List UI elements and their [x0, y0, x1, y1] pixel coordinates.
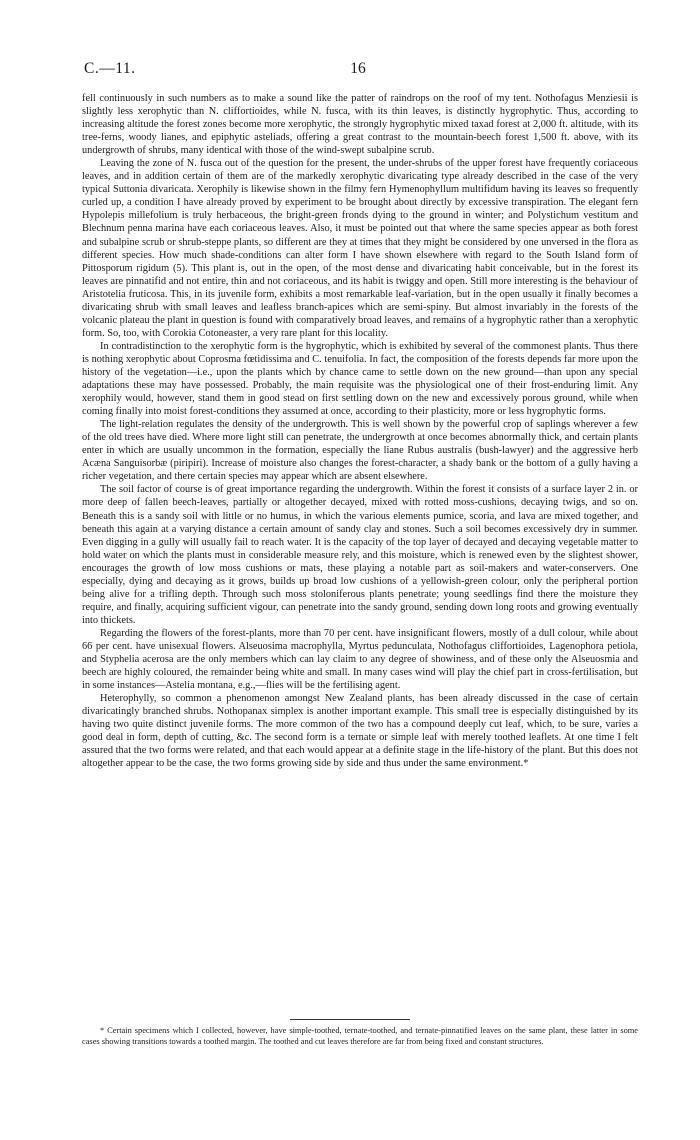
body-text — [82, 92, 638, 770]
page-number: 16 — [350, 60, 366, 77]
page-header — [84, 60, 632, 80]
paragraph-heterophylly: Heterophylly, so common a phenomenon amongst New Zealand plants, has been already discussed in the case of certain divaricatingly branched shrubs. Nothopanax simplex is another important example. This small tree is especially distinguished by its having two quite distinct juvenile forms. The more common of the two has a compound deeply cut leaf, which, to be sure, varies a good deal in form, depth of cutting, &c. The second form is a ternate or simple leaf with merely toothed leaflets. At one time I felt assured that the two forms were related, and that each would appear at a definite stage in the life-history of the plant. But this does not altogether appear to be the case, the two forms growing side by side and thus under the same environment.* — [82, 693, 638, 770]
paragraph-light-relation: The light-relation regulates the density of the undergrowth. This is well shown by the powerful crop of saplings wherever a few of the old trees have died. Where more light still can penetrate, the undergrowth at once becomes abnormally thick, and certain plants enter in which are usually uncommon in the formation, especially the liane Rubus australis (bush-lawyer) and the aggressive herb Acæna Sanguisorbæ (piripiri). Increase of moisture also changes the forest-character, a shady bank or the bottom of a gully having a richer vegetation, and there certain species may appear which are absent elsewhere. — [82, 419, 638, 483]
document-code: C.—11. — [84, 60, 136, 77]
footnote: * Certain specimens which I collected, however, have simple-toothed, ternate-toothed, and ternate-pinnatified leaves on the same plant, these latter in some cases showing transitions towards a toothed margin. The toothed and cut leaves therefore are far from being fixed and constant structures. — [82, 1026, 638, 1046]
footnote-divider — [290, 1019, 410, 1020]
paragraph-continuation: fell continuously in such numbers as to make a sound like the patter of raindrops on the roof of my tent. Nothofagus Menziesii is slightly less xerophytic than N. cliffortioides, while N. fusca, with its thin leaves, is distinctly hygrophytic. Thus, according to increasing altitude the forest zones become more xerophytic, the strongly hygrophytic mixed taxad forest at 2,000 ft. altitude, with its tree-ferns, woody lianes, and epiphytic asteliads, offering a great contrast to the mountain-beech forest 1,500 ft. above, with its undergrowth of shrubs, many identical with those of the wind-swept subalpine scrub. — [82, 93, 638, 157]
paragraph-soil-factor: The soil factor of course is of great importance regarding the undergrowth. Within the forest it consists of a surface layer 2 in. or more deep of fallen beech-leaves, partially or altogether decayed, mixed with rotted moss-cushions, decaying twigs, and so on. Beneath this is a sandy soil with little or no humus, in which the various elements pumice, scoria, and lava are mixed together, and beneath this again at a varying distance a certain amount of sandy clay and stones. Such a soil becomes excessively dry in summer. Even digging in a gully will usually fail to reach water. It is the capacity of the top layer of decayed and decaying vegetable matter to hold water on which the plants must in considerable measure rely, and this moisture, which is renewed even by the slightest shower, encourages the growth of low moss cushions or mats, these playing a notable part as soil-makers and water-conservers. One especially, dying and decaying as it grows, builds up broad low cushions of a yellowish-green colour, only the peripheral portion being alive for a trifling depth. Through such moss stoloniferous plants penetrate; young seedlings find there the moisture they require, and finally, acquiring sufficient vigour, can penetrate into the sandy ground, sending down long roots and growing eventually into thickets. — [82, 484, 638, 626]
paragraph-flowers: Regarding the flowers of the forest-plants, more than 70 per cent. have insignificant flowers, mostly of a dull colour, while about 66 per cent. have unisexual flowers. Alseuosima macrophylla, Myrtus pedunculata, Nothofagus cliffortioides, Lagenophora petiola, and Styphelia acerosa are the only members which can lay claim to any degree of showiness, and of these only the Alseuosmia and beech are highly coloured, the remainder being white and small. In many cases wind will play the chief part in cross-fertilisation, but in some instances—Astelia montana, e.g.,—flies will be the fertilising agent. — [82, 627, 638, 692]
paragraph-hygrophytic: In contradistinction to the xerophytic form is the hygrophytic, which is exhibited by several of the commonest plants. Thus there is nothing xerophytic about Coprosma fœtidissima and C. tenuifolia. In fact, the composition of the forests depends far more upon the history of the vegetation—i.e., upon the plants which by chance came to settle down on the new ground—than upon any special adaptations these may have possessed. Probably, the main requisite was the physiological one of their frost-enduring limit. Any xerophily would, however, stand them in good stead on first settling down on the new and excessively porous ground, while when coming finally into moist forest-conditions they assumed at once, according to their plasticity, more or less hygrophytic forms. — [82, 340, 638, 418]
paragraph-undershrubs: Leaving the zone of N. fusca out of the question for the present, the under-shrubs of the upper forest have frequently coriaceous leaves, and in addition certain of them are of the markedly xerophytic divaricating type already described in the case of the very typical Suttonia divaricata. Xerophily is likewise shown in the filmy fern Hymenophyllum multifidum having its leaves so frequently curled up, a condition I have already proved by experiment to be brought about directly by excessive transpiration. The elegant fern Hypolepis millefolium is truly herbaceous, the bright-green fronds dying to the ground in winter; and Polystichum vestitum and Blechnum penna marina have each coriaceous leaves. Also, it must be pointed out that where the same species appear as both forest and subalpine scrub or shrub-steppe plants, so different are they at times that they might be considered by one unversed in the flora as different species. How much shade-conditions can alter form I have shown elsewhere with regard to the South Island form of Pittosporum rigidum (5). This plant is, out in the open, of the most dense and divaricating habit conceivable, but in the forest its leaves are pinnatifid and not entire, thin and not coriaceous, and its habit is twiggy and open. Still more interesting is the behaviour of Aristotelia fruticosa. This, in its juvenile form, exhibits a most remarkable leaf-variation, but in the open usually it finally becomes a divaricating shrub with small leaves and leafless branch-apices which are semi-spiny. But almost invariably in the forests of the volcanic plateau the plant in question is found with comparatively broad leaves, and remains of a hygrophytic rather than a xerophytic form. So, too, with Corokia Cotoneaster, a very rare plant for this locality. — [82, 158, 638, 339]
